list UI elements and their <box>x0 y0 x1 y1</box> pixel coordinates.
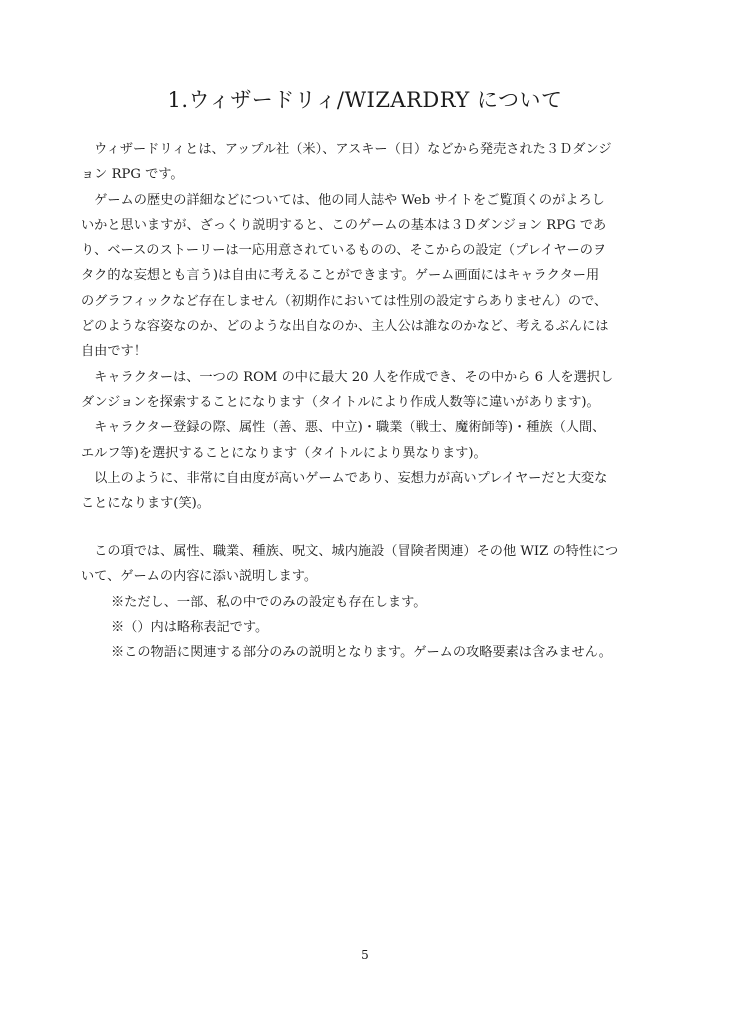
paragraph-line: ウィザードリィとは、アップル社（米）、アスキー（日）などから発売された３Ｄダンジ <box>81 142 612 157</box>
page-number: 5 <box>361 948 369 962</box>
paragraph-line: ダンジョンを探索することになります（タイトルにより作成人数等に違いがあります)。 <box>81 394 600 410</box>
paragraph-line: エルフ等)を選択することになります（タイトルにより異なります)。 <box>81 445 487 461</box>
intro-body <box>81 137 655 516</box>
paragraph-line: ゲームの歴史の詳細などについては、他の同人誌や Web サイトをご覧頂くのがよろし <box>81 192 605 208</box>
paragraph-line: キャラクターは、一つの ROM の中に最大 20 人を作成でき、その中から 6 人を選択し <box>81 369 614 385</box>
page-title: 1.ウィザードリィ/WIZARDRY について <box>167 88 563 112</box>
paragraph-line: いかと思いますが、ざっくり説明すると、このゲームの基本は３Ｄダンジョン RPG であ <box>81 217 607 233</box>
section-line: この項では、属性、職業、種族、呪文、城内施設（冒険者関連）その他 WIZ の特性につ <box>81 544 619 559</box>
paragraph-line: ョン RPG です。 <box>81 167 184 183</box>
note-line: ※（）内は略称表記です。 <box>111 619 269 635</box>
note-line: ※ただし、一部、私の中でのみの設定も存在します。 <box>111 594 427 610</box>
section-description <box>81 539 655 665</box>
paragraph-line: どのような容姿なのか、どのような出自なのか、主人公は誰なのかなど、考えるぶんには <box>81 319 609 335</box>
paragraph-line: 以上のように、非常に自由度が高いゲームであり、妄想力が高いプレイヤーだと大変な <box>81 470 608 486</box>
paragraph-line: ことになります(笑)。 <box>81 496 210 512</box>
paragraph-line: のグラフィックなど存在しません（初期作においては性別の設定すらありません）ので、 <box>81 293 608 309</box>
paragraph-line: タク的な妄想とも言う)は自由に考えることができます。ゲーム画面にはキャラクター用 <box>81 268 600 284</box>
paragraph-line: 自由です！ <box>81 344 147 360</box>
paragraph-line: キャラクター登録の際、属性（善、悪、中立)・職業（戦士、魔術師等)・種族（人間、 <box>81 420 606 436</box>
note-line: ※この物語に関連する部分のみの説明となります。ゲームの攻略要素は含みません。 <box>111 645 612 661</box>
section-line: いて、ゲームの内容に添い説明します。 <box>81 569 318 585</box>
paragraph-line: り、ベースのストーリーは一応用意されているものの、そこからの設定（プレイヤーのヲ <box>81 243 607 259</box>
